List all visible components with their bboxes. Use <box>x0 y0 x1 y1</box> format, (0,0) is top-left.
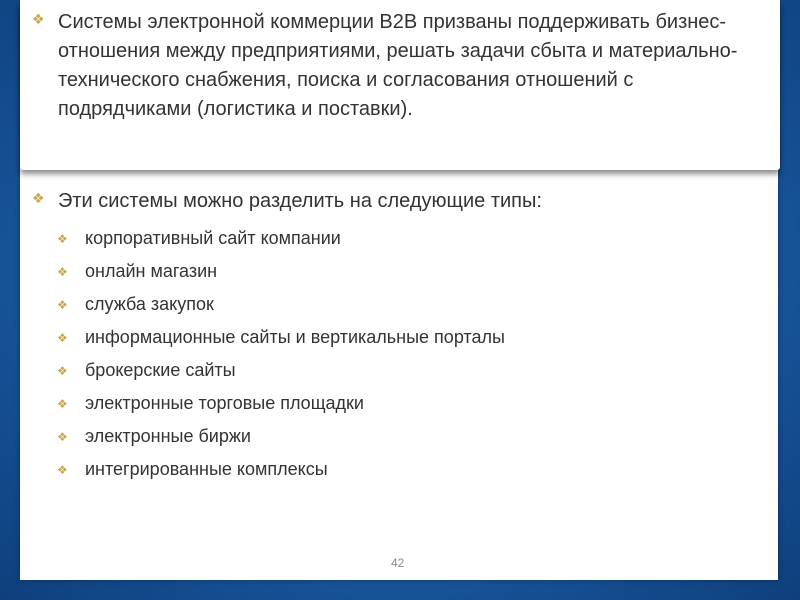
diamond-bullet-icon: ❖ <box>57 231 68 246</box>
diamond-bullet-icon: ❖ <box>32 191 45 207</box>
list-item <box>57 387 505 420</box>
list-item-label: информационные сайты и вертикальные порталы <box>85 327 505 347</box>
list-item <box>57 288 505 321</box>
list-item-label: корпоративный сайт компании <box>85 228 341 248</box>
diamond-bullet-icon: ❖ <box>57 429 68 444</box>
intro-bullet <box>32 8 767 124</box>
list-item <box>57 420 505 453</box>
diamond-bullet-icon: ❖ <box>57 363 68 378</box>
types-bullet <box>32 187 767 216</box>
intro-paragraph: Системы электронной коммерции B2B призваны поддерживать бизнес-отношения между предприятиями, решать задачи сбыта и материально-технического снабжения, поиска и согласования отношений с подрядчиками (логистика и поставки). <box>58 11 738 120</box>
diamond-bullet-icon: ❖ <box>57 264 68 279</box>
list-item-label: онлайн магазин <box>85 261 218 281</box>
list-item <box>57 453 505 486</box>
types-list <box>57 222 505 486</box>
list-item-label: брокерские сайты <box>85 360 236 380</box>
list-item <box>57 255 505 288</box>
page-number: 42 <box>391 556 405 570</box>
list-item-label: интегрированные комплексы <box>85 459 328 479</box>
list-item-label: электронные торговые площадки <box>85 393 364 413</box>
list-item <box>57 354 505 387</box>
list-item <box>57 321 505 354</box>
list-item-label: электронные биржи <box>85 426 251 446</box>
diamond-bullet-icon: ❖ <box>57 396 68 411</box>
diamond-bullet-icon: ❖ <box>57 462 68 477</box>
types-heading: Эти системы можно разделить на следующие типы: <box>58 190 542 212</box>
list-item-label: служба закупок <box>85 294 214 314</box>
diamond-bullet-icon: ❖ <box>57 297 68 312</box>
diamond-bullet-icon: ❖ <box>57 330 68 345</box>
list-item <box>57 222 505 255</box>
diamond-bullet-icon: ❖ <box>32 12 45 28</box>
